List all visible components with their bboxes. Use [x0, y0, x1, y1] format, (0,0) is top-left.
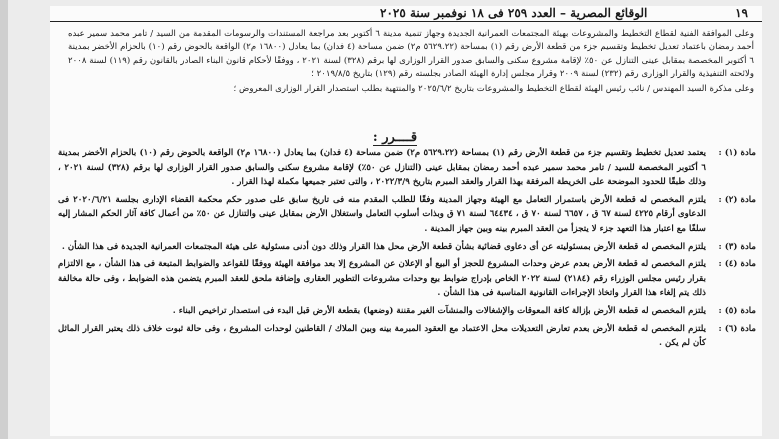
gazette-issue-line: الوقائع المصرية – العدد ٢٥٩ فى ١٨ نوفمبر سنة ٢٠٢٥: [380, 6, 648, 20]
preamble-paragraph: وعلى مذكرة السيد المهندس / نائب رئيس الهيئة لقطاع التخطيط والمشروعات بتاريخ ٢٠٢٥/٦/٢ والمنتهية بطلب استصدار القرار الوزارى المعروض ؛: [233, 83, 754, 94]
article-number: مادة (٣) :: [718, 241, 756, 252]
page-number: ١٩: [735, 6, 748, 20]
preamble-paragraph: وعلى الموافقة الفنية لقطاع التخطيط والمشروعات بهيئة المجتمعات العمرانية الجديدة وجهاز تنمية مدينة ٦ أكتوبر بعد مراجعة المستندات والرسومات المقدمة من السيد / تامر محمد سمير عبده أحمد رمضان باعتماد تعديل تخطيط وتقسيم جزء من قطعة الأرض رقم (١) بمساحة (٥٦٢٩.٢٢ م٢) ضمن مساحة (٤ فدان) بما يعادل (١٦٨٠٠ م٢) الواقعة بالحوض رقم (١٠) بالحزام الأخضر بمدينة ٦ أكتوبر المخصصة بمقابل عينى التنازل عن ٥٠٪ لإقامة مشروع سكنى والسابق صدور القرار الوزارى لها برقم (٣٢٨) لسنة ٢٠٢١ ، ووفقًا لأحكام قانون البناء الصادر بالقانون رقم (١١٩) لسنة ٢٠٠٨ ولائحته التنفيذية والقرار الوزارى رقم (٢٣٢) لسنة ٢٠٠٩ وقرار مجلس إدارة الهيئة الصادر بجلسته رقم (١٢٩) بتاريخ ٢٠١٩/٨/٥ ؛: [68, 29, 755, 80]
scan-edge-shadow: [0, 0, 8, 439]
article-number: مادة (٢) :: [718, 194, 756, 205]
article-number: مادة (١) :: [718, 148, 756, 158]
preamble: [68, 28, 754, 96]
article-number: مادة (٤) :: [718, 259, 756, 270]
article-text: يلتزم المخصص له قطعة الأرض بإزالة كافة المعوقات والإشغالات والمنشآت الغير مقننة (وضعها) بقطعة الأرض قبل البدء فى استصدار تراخيص البناء .: [172, 305, 706, 316]
article-4: [58, 257, 756, 301]
articles-list: [58, 146, 756, 354]
article-number: مادة (٥) :: [718, 305, 756, 316]
gazette-page: [50, 6, 762, 436]
article-number: مادة (٦) :: [718, 323, 756, 334]
article-text: يعتمد تعديل تخطيط وتقسيم جزء من قطعة الأرض رقم (١) بمساحة (٥٦٢٩.٢٢ م٢) ضمن مساحة (٤ فدان) بما يعادل (١٦٨٠٠ م٢) الواقعة بالحوض رقم (١٠) بالحزام الأخضر بمدينة ٦ أكتوبر المخصصة للسيد / تامر محمد سمير عبده أحمد رمضان بمقابل عينى (التنازل عن ٥٠٪) لإقامة مشروع سكنى والسابق صدور القرار الوزارى لها برقم (٣٢٨) لسنة ٢٠٢١ ، وذلك طبقًا للحدود الموضحة على الخريطة المرفقة بهذا القرار والعقد المبرم بتاريخ ٢٠٢٢/٣/٩ ، والتى تعتبر جميعها مكملة لهذا القرار .: [58, 148, 707, 188]
article-text: يلتزم المخصص له قطعة الأرض بعدم عرض وحدات المشروع للحجز أو البيع أو الإعلان عن المشروع إلا بعد موافقة الهيئة ووفقًا للقواعد والضوابط المتبعة فى هذا الشأن ، مع الالتزام بقرار رئيس مجلس الوزراء رقم (٢١٨٤) لسنة ٢٠٢٢ الخاص بإدراج ضوابط بيع وحدات مشروعات التطوير العقارى وإضافة ملحق للعقد المبرم يتضمن هذه الضوابط ، وفى حالة مخالفة ذلك يتم إلغاء هذا القرار واتخاذ الإجراءات القانونية المناسبة فى هذا الشأن .: [58, 259, 706, 299]
page-header: [50, 6, 762, 20]
article-1: [58, 146, 756, 190]
article-3: [58, 240, 756, 255]
article-6: [58, 322, 756, 351]
article-text: يلتزم المخصص له قطعة الأرض باستمرار التعامل مع الهيئة وجهاز المدينة وفقًا للطلب المقدم منه فى تاريخ سابق على صدور حكم محكمة القضاء الإدارى بجلسة ٢٠٢٠/٦/٢١ فى الدعاوى أرقام ٤٢٢٥ لسنة ٦٧ ق ، ٦٦٥٧ لسنة ٧٠ ق ، ٦٤٤٣٤ لسنة ٧١ ق وبذات أسلوب التعامل واستغلال الأرض بمقابل عينى والتنازل عن ٥٠٪ من أعمال كافة آثار الحكم المشار إليه سلفًا مع اعتبار هذا التعهد جزء لا يتجزأ من العقد المبرم بينه وبين جهاز المدينة .: [58, 194, 707, 234]
article-2: [58, 193, 756, 237]
article-text: يلتزم المخصص له قطعة الأرض بعدم تعارض التعديلات محل الاعتماد مع العقود المبرمة بينه وبين الملاك / القاطنين لوحدات المشروع ، وفى حالة ثبوت خلاف ذلك يعتبر القرار الماثل كأن لم يكن .: [58, 323, 706, 349]
article-text: يلتزم المخصص له قطعة الأرض بمسئوليته عن أى دعاوى قضائية بشأن قطعة الأرض محل هذا القرار وذلك دون أدنى مسئولية على هيئة المجتمعات العمرانية الجديدة فى هذا الشأن .: [61, 241, 706, 252]
header-divider: [50, 21, 762, 22]
decision-heading: قــــرر :: [372, 130, 418, 145]
article-5: [58, 304, 756, 319]
